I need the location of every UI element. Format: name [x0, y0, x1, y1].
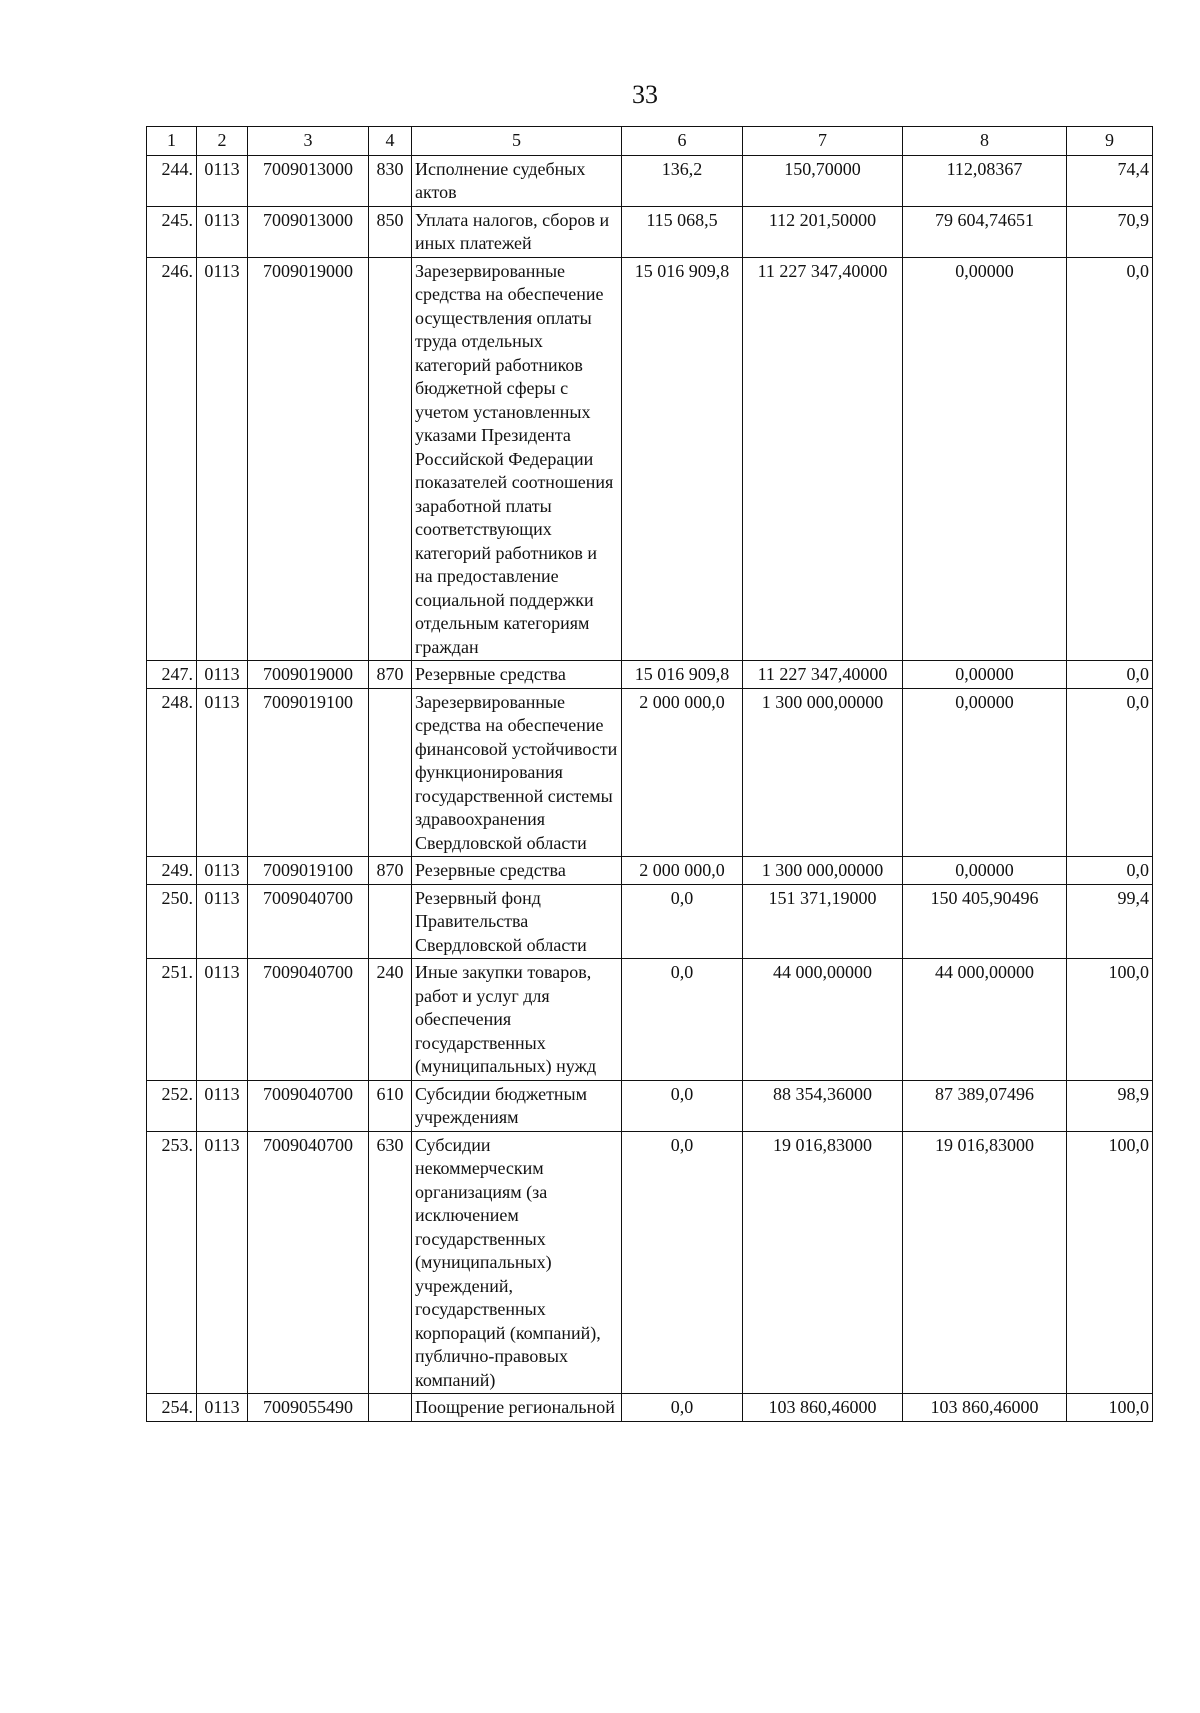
value-col9: 100,0: [1067, 1394, 1153, 1422]
table-row: [147, 1080, 1153, 1131]
value-col8: 87 389,07496: [903, 1080, 1067, 1131]
value-col6: 0,0: [622, 1394, 743, 1422]
value-col8: 44 000,00000: [903, 959, 1067, 1081]
column-header: 3: [248, 127, 369, 156]
column-header: 2: [197, 127, 248, 156]
expense-type: [369, 884, 412, 959]
item-name: Резервные средства: [412, 661, 622, 689]
target-code: 7009040700: [248, 884, 369, 959]
value-col8: 0,00000: [903, 857, 1067, 885]
target-code: 7009040700: [248, 1080, 369, 1131]
value-col7: 11 227 347,40000: [743, 661, 903, 689]
item-name: Поощрение региональной: [412, 1394, 622, 1422]
item-name: Резервный фонд Правительства Свердловской области: [412, 884, 622, 959]
value-col7: 44 000,00000: [743, 959, 903, 1081]
expense-type: [369, 257, 412, 661]
target-code: 7009013000: [248, 155, 369, 206]
row-number: 247.: [147, 661, 197, 689]
value-col9: 70,9: [1067, 206, 1153, 257]
value-col7: 88 354,36000: [743, 1080, 903, 1131]
value-col9: 98,9: [1067, 1080, 1153, 1131]
item-name: Зарезервированные средства на обеспечение финансовой устойчивости функционирования государственной системы здравоохранения Свердловской области: [412, 688, 622, 857]
value-col7: 11 227 347,40000: [743, 257, 903, 661]
section-code: 0113: [197, 1394, 248, 1422]
table-row: [147, 857, 1153, 885]
value-col7: 1 300 000,00000: [743, 857, 903, 885]
target-code: 7009013000: [248, 206, 369, 257]
table-row: [147, 155, 1153, 206]
item-name: Иные закупки товаров, работ и услуг для обеспечения государственных (муниципальных) нужд: [412, 959, 622, 1081]
value-col8: 19 016,83000: [903, 1131, 1067, 1394]
section-code: 0113: [197, 884, 248, 959]
header-row: [147, 127, 1153, 156]
expense-type: 850: [369, 206, 412, 257]
column-header: 9: [1067, 127, 1153, 156]
row-number: 246.: [147, 257, 197, 661]
row-number: 244.: [147, 155, 197, 206]
value-col8: 103 860,46000: [903, 1394, 1067, 1422]
item-name: Субсидии некоммерческим организациям (за исключением государственных (муниципальных) учреждений, государственных корпораций (компаний), публично-правовых компаний): [412, 1131, 622, 1394]
value-col9: 100,0: [1067, 959, 1153, 1081]
item-name: Зарезервированные средства на обеспечение осуществления оплаты труда отдельных категорий работников бюджетной сферы с учетом установленных указами Президента Российской Федерации показателей соотношения заработной платы соответствующих категорий работников и на предоставление социальной поддержки отдельным категориям граждан: [412, 257, 622, 661]
value-col6: 2 000 000,0: [622, 857, 743, 885]
section-code: 0113: [197, 661, 248, 689]
target-code: 7009019100: [248, 688, 369, 857]
row-number: 245.: [147, 206, 197, 257]
value-col8: 0,00000: [903, 257, 1067, 661]
value-col8: 79 604,74651: [903, 206, 1067, 257]
expense-type: 870: [369, 857, 412, 885]
column-header: 6: [622, 127, 743, 156]
value-col9: 99,4: [1067, 884, 1153, 959]
table-row: [147, 688, 1153, 857]
expense-type: [369, 688, 412, 857]
expense-type: 830: [369, 155, 412, 206]
value-col7: 150,70000: [743, 155, 903, 206]
section-code: 0113: [197, 1080, 248, 1131]
target-code: 7009055490: [248, 1394, 369, 1422]
section-code: 0113: [197, 857, 248, 885]
section-code: 0113: [197, 1131, 248, 1394]
row-number: 252.: [147, 1080, 197, 1131]
budget-table: [146, 126, 1153, 1422]
expense-type: [369, 1394, 412, 1422]
value-col9: 0,0: [1067, 688, 1153, 857]
target-code: 7009019000: [248, 661, 369, 689]
row-number: 253.: [147, 1131, 197, 1394]
value-col6: 0,0: [622, 959, 743, 1081]
row-number: 251.: [147, 959, 197, 1081]
page-number: 33: [632, 80, 658, 109]
section-code: 0113: [197, 257, 248, 661]
value-col6: 136,2: [622, 155, 743, 206]
target-code: 7009019000: [248, 257, 369, 661]
item-name: Исполнение судебных актов: [412, 155, 622, 206]
value-col6: 15 016 909,8: [622, 661, 743, 689]
value-col7: 151 371,19000: [743, 884, 903, 959]
expense-type: 240: [369, 959, 412, 1081]
value-col9: 0,0: [1067, 661, 1153, 689]
value-col6: 115 068,5: [622, 206, 743, 257]
value-col8: 0,00000: [903, 688, 1067, 857]
value-col8: 150 405,90496: [903, 884, 1067, 959]
table-row: [147, 257, 1153, 661]
table-row: [147, 884, 1153, 959]
column-header: 1: [147, 127, 197, 156]
value-col7: 112 201,50000: [743, 206, 903, 257]
row-number: 248.: [147, 688, 197, 857]
value-col7: 19 016,83000: [743, 1131, 903, 1394]
value-col7: 103 860,46000: [743, 1394, 903, 1422]
table-row: [147, 959, 1153, 1081]
target-code: 7009019100: [248, 857, 369, 885]
expense-type: 870: [369, 661, 412, 689]
section-code: 0113: [197, 688, 248, 857]
target-code: 7009040700: [248, 959, 369, 1081]
row-number: 249.: [147, 857, 197, 885]
column-header: 8: [903, 127, 1067, 156]
value-col9: 74,4: [1067, 155, 1153, 206]
value-col6: 0,0: [622, 1080, 743, 1131]
column-header: 7: [743, 127, 903, 156]
value-col8: 112,08367: [903, 155, 1067, 206]
column-header: 4: [369, 127, 412, 156]
value-col7: 1 300 000,00000: [743, 688, 903, 857]
item-name: Резервные средства: [412, 857, 622, 885]
value-col6: 0,0: [622, 884, 743, 959]
row-number: 254.: [147, 1394, 197, 1422]
value-col6: 2 000 000,0: [622, 688, 743, 857]
table-row: [147, 1394, 1153, 1422]
table-row: [147, 1131, 1153, 1394]
value-col9: 100,0: [1067, 1131, 1153, 1394]
item-name: Уплата налогов, сборов и иных платежей: [412, 206, 622, 257]
table-row: [147, 661, 1153, 689]
value-col6: 15 016 909,8: [622, 257, 743, 661]
value-col8: 0,00000: [903, 661, 1067, 689]
section-code: 0113: [197, 155, 248, 206]
value-col6: 0,0: [622, 1131, 743, 1394]
value-col9: 0,0: [1067, 857, 1153, 885]
row-number: 250.: [147, 884, 197, 959]
target-code: 7009040700: [248, 1131, 369, 1394]
section-code: 0113: [197, 959, 248, 1081]
value-col9: 0,0: [1067, 257, 1153, 661]
expense-type: 610: [369, 1080, 412, 1131]
table-row: [147, 206, 1153, 257]
expense-type: 630: [369, 1131, 412, 1394]
section-code: 0113: [197, 206, 248, 257]
item-name: Субсидии бюджетным учреждениям: [412, 1080, 622, 1131]
column-header: 5: [412, 127, 622, 156]
